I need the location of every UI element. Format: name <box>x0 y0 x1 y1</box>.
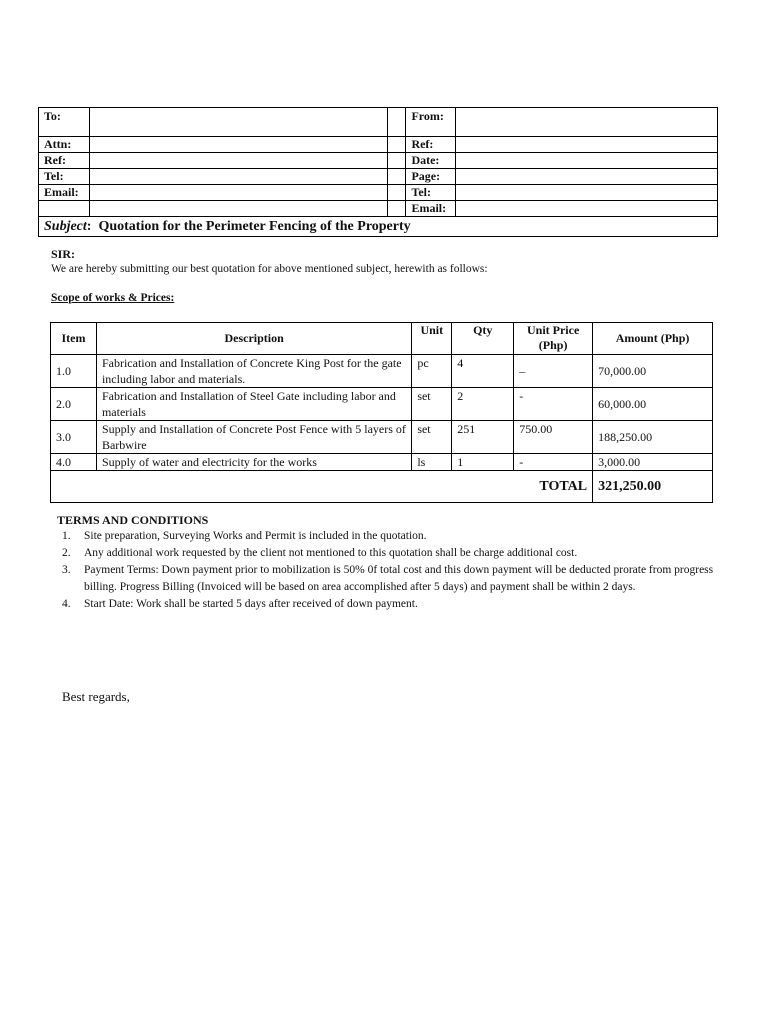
col-header-unit: Unit <box>412 323 452 355</box>
cell-description: Supply of water and electricity for the works <box>96 454 411 471</box>
list-item <box>62 596 724 613</box>
tel-right-label: Tel: <box>406 185 456 201</box>
header-row <box>39 169 718 185</box>
header-spacer <box>388 153 406 169</box>
to-label: To: <box>39 108 90 137</box>
tel-left-value[interactable] <box>89 169 387 185</box>
ref-right-value[interactable] <box>456 137 718 153</box>
header-spacer <box>388 185 406 201</box>
cell-qty: 251 <box>452 421 514 454</box>
to-value[interactable] <box>89 108 387 137</box>
subject-line <box>39 217 718 237</box>
table-row <box>51 454 713 471</box>
total-row <box>51 471 713 503</box>
date-value[interactable] <box>456 153 718 169</box>
date-label: Date: <box>406 153 456 169</box>
cell-unit-price: - <box>514 454 593 471</box>
header-row <box>39 153 718 169</box>
from-label: From: <box>406 108 456 137</box>
blank-left-value[interactable] <box>89 201 387 217</box>
email-left-label: Email: <box>39 185 90 201</box>
scope-heading: Scope of works & Prices: <box>51 292 175 304</box>
cell-description: Fabrication and Installation of Steel Gate including labor and materials <box>96 388 411 421</box>
term-text: Any additional work requested by the client not mentioned to this quotation shall be charge additional cost. <box>84 547 578 559</box>
term-text: Site preparation, Surveying Works and Permit is included in the quotation. <box>84 530 427 542</box>
subject-row <box>39 217 718 237</box>
term-number: 4. <box>62 598 71 610</box>
terms-title: TERMS AND CONDITIONS <box>57 513 209 527</box>
header-row <box>39 137 718 153</box>
subject-label: Subject <box>44 218 87 234</box>
blank-left-label <box>39 201 90 217</box>
cell-description: Fabrication and Installation of Concrete King Post for the gate including labor and materials. <box>96 355 411 388</box>
total-value: 321,250.00 <box>593 471 713 503</box>
header-row <box>39 185 718 201</box>
cell-qty: 4 <box>452 355 514 388</box>
cell-qty: 2 <box>452 388 514 421</box>
cell-unit: ls <box>412 454 452 471</box>
subject-colon: : <box>86 218 92 234</box>
ref-left-label: Ref: <box>39 153 90 169</box>
subject-text: Quotation for the Perimeter Fencing of the Property <box>98 218 411 234</box>
attn-value[interactable] <box>89 137 387 153</box>
tel-left-label: Tel: <box>39 169 90 185</box>
header-info-table <box>38 107 718 237</box>
term-number: 3. <box>62 564 71 576</box>
cell-amount: 3,000.00 <box>593 454 713 471</box>
items-table <box>50 322 713 503</box>
page-value[interactable] <box>456 169 718 185</box>
header-row <box>39 201 718 217</box>
list-item <box>62 528 724 545</box>
term-text: Payment Terms: Down payment prior to mobilization is 50% 0f total cost and this down payment will be deducted prorate from progress billing. Progress Billing (Invoiced will be based on area accomplished after 5 days) and payment shall be within 2 days. <box>84 564 714 593</box>
term-number: 2. <box>62 547 71 559</box>
table-row <box>51 355 713 388</box>
term-number: 1. <box>62 530 71 542</box>
cell-qty: 1 <box>452 454 514 471</box>
intro-text: We are hereby submitting our best quotation for above mentioned subject, herewith as follows: <box>51 263 488 275</box>
cell-item: 2.0 <box>51 388 97 421</box>
ref-right-label: Ref: <box>406 137 456 153</box>
col-header-description: Description <box>96 323 411 355</box>
header-spacer <box>388 169 406 185</box>
table-row <box>51 421 713 454</box>
list-item <box>62 562 724 596</box>
cell-amount: 70,000.00 <box>593 355 713 388</box>
cell-item: 3.0 <box>51 421 97 454</box>
cell-description: Supply and Installation of Concrete Post Fence with 5 layers of Barbwire <box>96 421 411 454</box>
cell-item: 1.0 <box>51 355 97 388</box>
email-right-value[interactable] <box>456 201 718 217</box>
cell-unit: set <box>412 388 452 421</box>
header-spacer <box>388 201 406 217</box>
header-row <box>39 108 718 137</box>
salutation: SIR: <box>51 247 76 261</box>
tel-right-value[interactable] <box>456 185 718 201</box>
closing-text: Best regards, <box>62 689 130 704</box>
cell-unit-price: - <box>514 388 593 421</box>
attn-label: Attn: <box>39 137 90 153</box>
cell-unit-price: 750.00 <box>514 421 593 454</box>
header-spacer <box>388 137 406 153</box>
ref-left-value[interactable] <box>89 153 387 169</box>
cell-unit: set <box>412 421 452 454</box>
email-right-label: Email: <box>406 201 456 217</box>
cell-unit: pc <box>412 355 452 388</box>
header-spacer <box>388 108 406 137</box>
cell-amount: 188,250.00 <box>593 421 713 454</box>
cell-item: 4.0 <box>51 454 97 471</box>
col-header-unit-price: Unit Price (Php) <box>514 323 593 355</box>
col-header-qty: Qty <box>452 323 514 355</box>
from-value[interactable] <box>456 108 718 137</box>
col-header-amount: Amount (Php) <box>593 323 713 355</box>
list-item <box>62 545 724 562</box>
terms-list <box>62 528 724 613</box>
col-header-item: Item <box>51 323 97 355</box>
page-label: Page: <box>406 169 456 185</box>
total-label: TOTAL <box>51 471 593 503</box>
term-text: Start Date: Work shall be started 5 days after received of down payment. <box>84 598 418 610</box>
items-header-row <box>51 323 713 355</box>
cell-amount: 60,000.00 <box>593 388 713 421</box>
table-row <box>51 388 713 421</box>
email-left-value[interactable] <box>89 185 387 201</box>
cell-unit-price: – <box>514 355 593 388</box>
